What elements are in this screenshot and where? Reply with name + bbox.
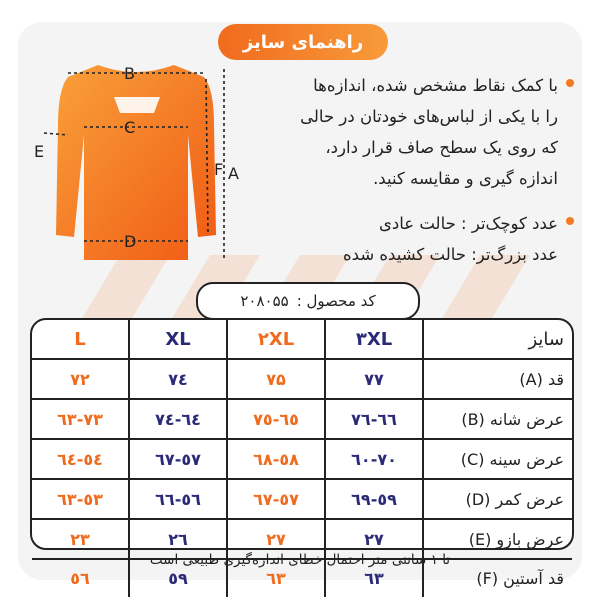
table-cell: ۲۷ [226,520,324,558]
shirt-diagram [28,55,248,275]
table-cell: ٥٦ [70,569,90,588]
instruction-line: با کمک نقاط مشخص شده، اندازه‌ها [313,76,558,95]
table-header-row [32,320,572,360]
table-cell: ٥۹-٦۹ [324,480,422,518]
table-row [32,400,572,440]
row-label: عرض شانه (B) [422,400,572,438]
label-b: B [124,64,135,83]
label-e: E [34,142,45,161]
note-small: عدد کوچک‌تر : حالت عادی [378,214,558,233]
table-cell: ٥۳-٦۳ [57,489,103,509]
product-code-label: کد محصول : [296,292,376,310]
instruction-line: که روی یک سطح صاف قرار دارد، [325,138,558,157]
table-cell: ٥۷-٦۷ [226,480,324,518]
table-cell: ۷۲ [70,369,90,389]
header-size: ۲XL [226,320,324,358]
table-cell: ٦۳-۷۳ [57,409,103,429]
table-cell: ٦۳ [226,560,324,597]
header-label: سایز [422,320,572,358]
table-cell: ٦٥-۷٥ [226,400,324,438]
instruction-line: اندازه گیری و مقایسه کنید. [373,169,558,188]
table-cell: ۲٦ [128,520,226,558]
size-note-bullet [238,208,578,270]
table-cell: ٦٤-۷٤ [128,400,226,438]
table-cell: ۲۷ [324,520,422,558]
footer-note: تا ۱ سانتی متر احتمال خطای اندازه‌گیری طبیعی است [149,552,451,568]
row-label: عرض سینه (C) [422,440,572,478]
instruction-bullet [238,70,578,194]
label-a: A [228,164,239,183]
header-size: L [74,328,86,350]
table-cell: ٦٦-۷٦ [324,400,422,438]
table-cell: ٦۰-۷۰ [324,440,422,478]
table-cell: ۷٤ [128,360,226,398]
table-cell: ٦۳ [324,560,422,597]
product-code-value: ۲۰۸۰۵۵ [240,292,289,310]
instruction-line: را با یکی از لباس‌های خودتان در حالی [300,107,558,126]
table-row [32,480,572,520]
row-label: قد (A) [422,360,572,398]
table-cell: ٥۹ [128,560,226,597]
table-row [32,440,572,480]
product-code [196,282,420,320]
header-size: ۳XL [324,320,422,358]
row-label: قد آستین (F) [422,560,572,597]
table-cell: ٥٤-٦٤ [57,449,103,469]
table-cell: ٥۸-٦۸ [226,440,324,478]
label-d: D [124,232,137,251]
header-size: XL [128,320,226,358]
table-cell: ٥۷-٦۷ [128,440,226,478]
instructions [238,70,578,270]
label-f: F [214,160,224,179]
table-cell: ۷۷ [324,360,422,398]
note-large: عدد بزرگ‌تر: حالت کشیده شده [343,245,558,264]
row-label: عرض بازو (E) [422,520,572,558]
table-row [32,360,572,400]
table-cell: ۲۳ [70,529,90,549]
shirt-icon [28,55,248,275]
page-title: راهنمای سایز [218,24,388,60]
table-cell: ٥٦-٦٦ [128,480,226,518]
table-cell: ۷۵ [226,360,324,398]
label-c: C [124,118,136,137]
row-label: عرض کمر (D) [422,480,572,518]
